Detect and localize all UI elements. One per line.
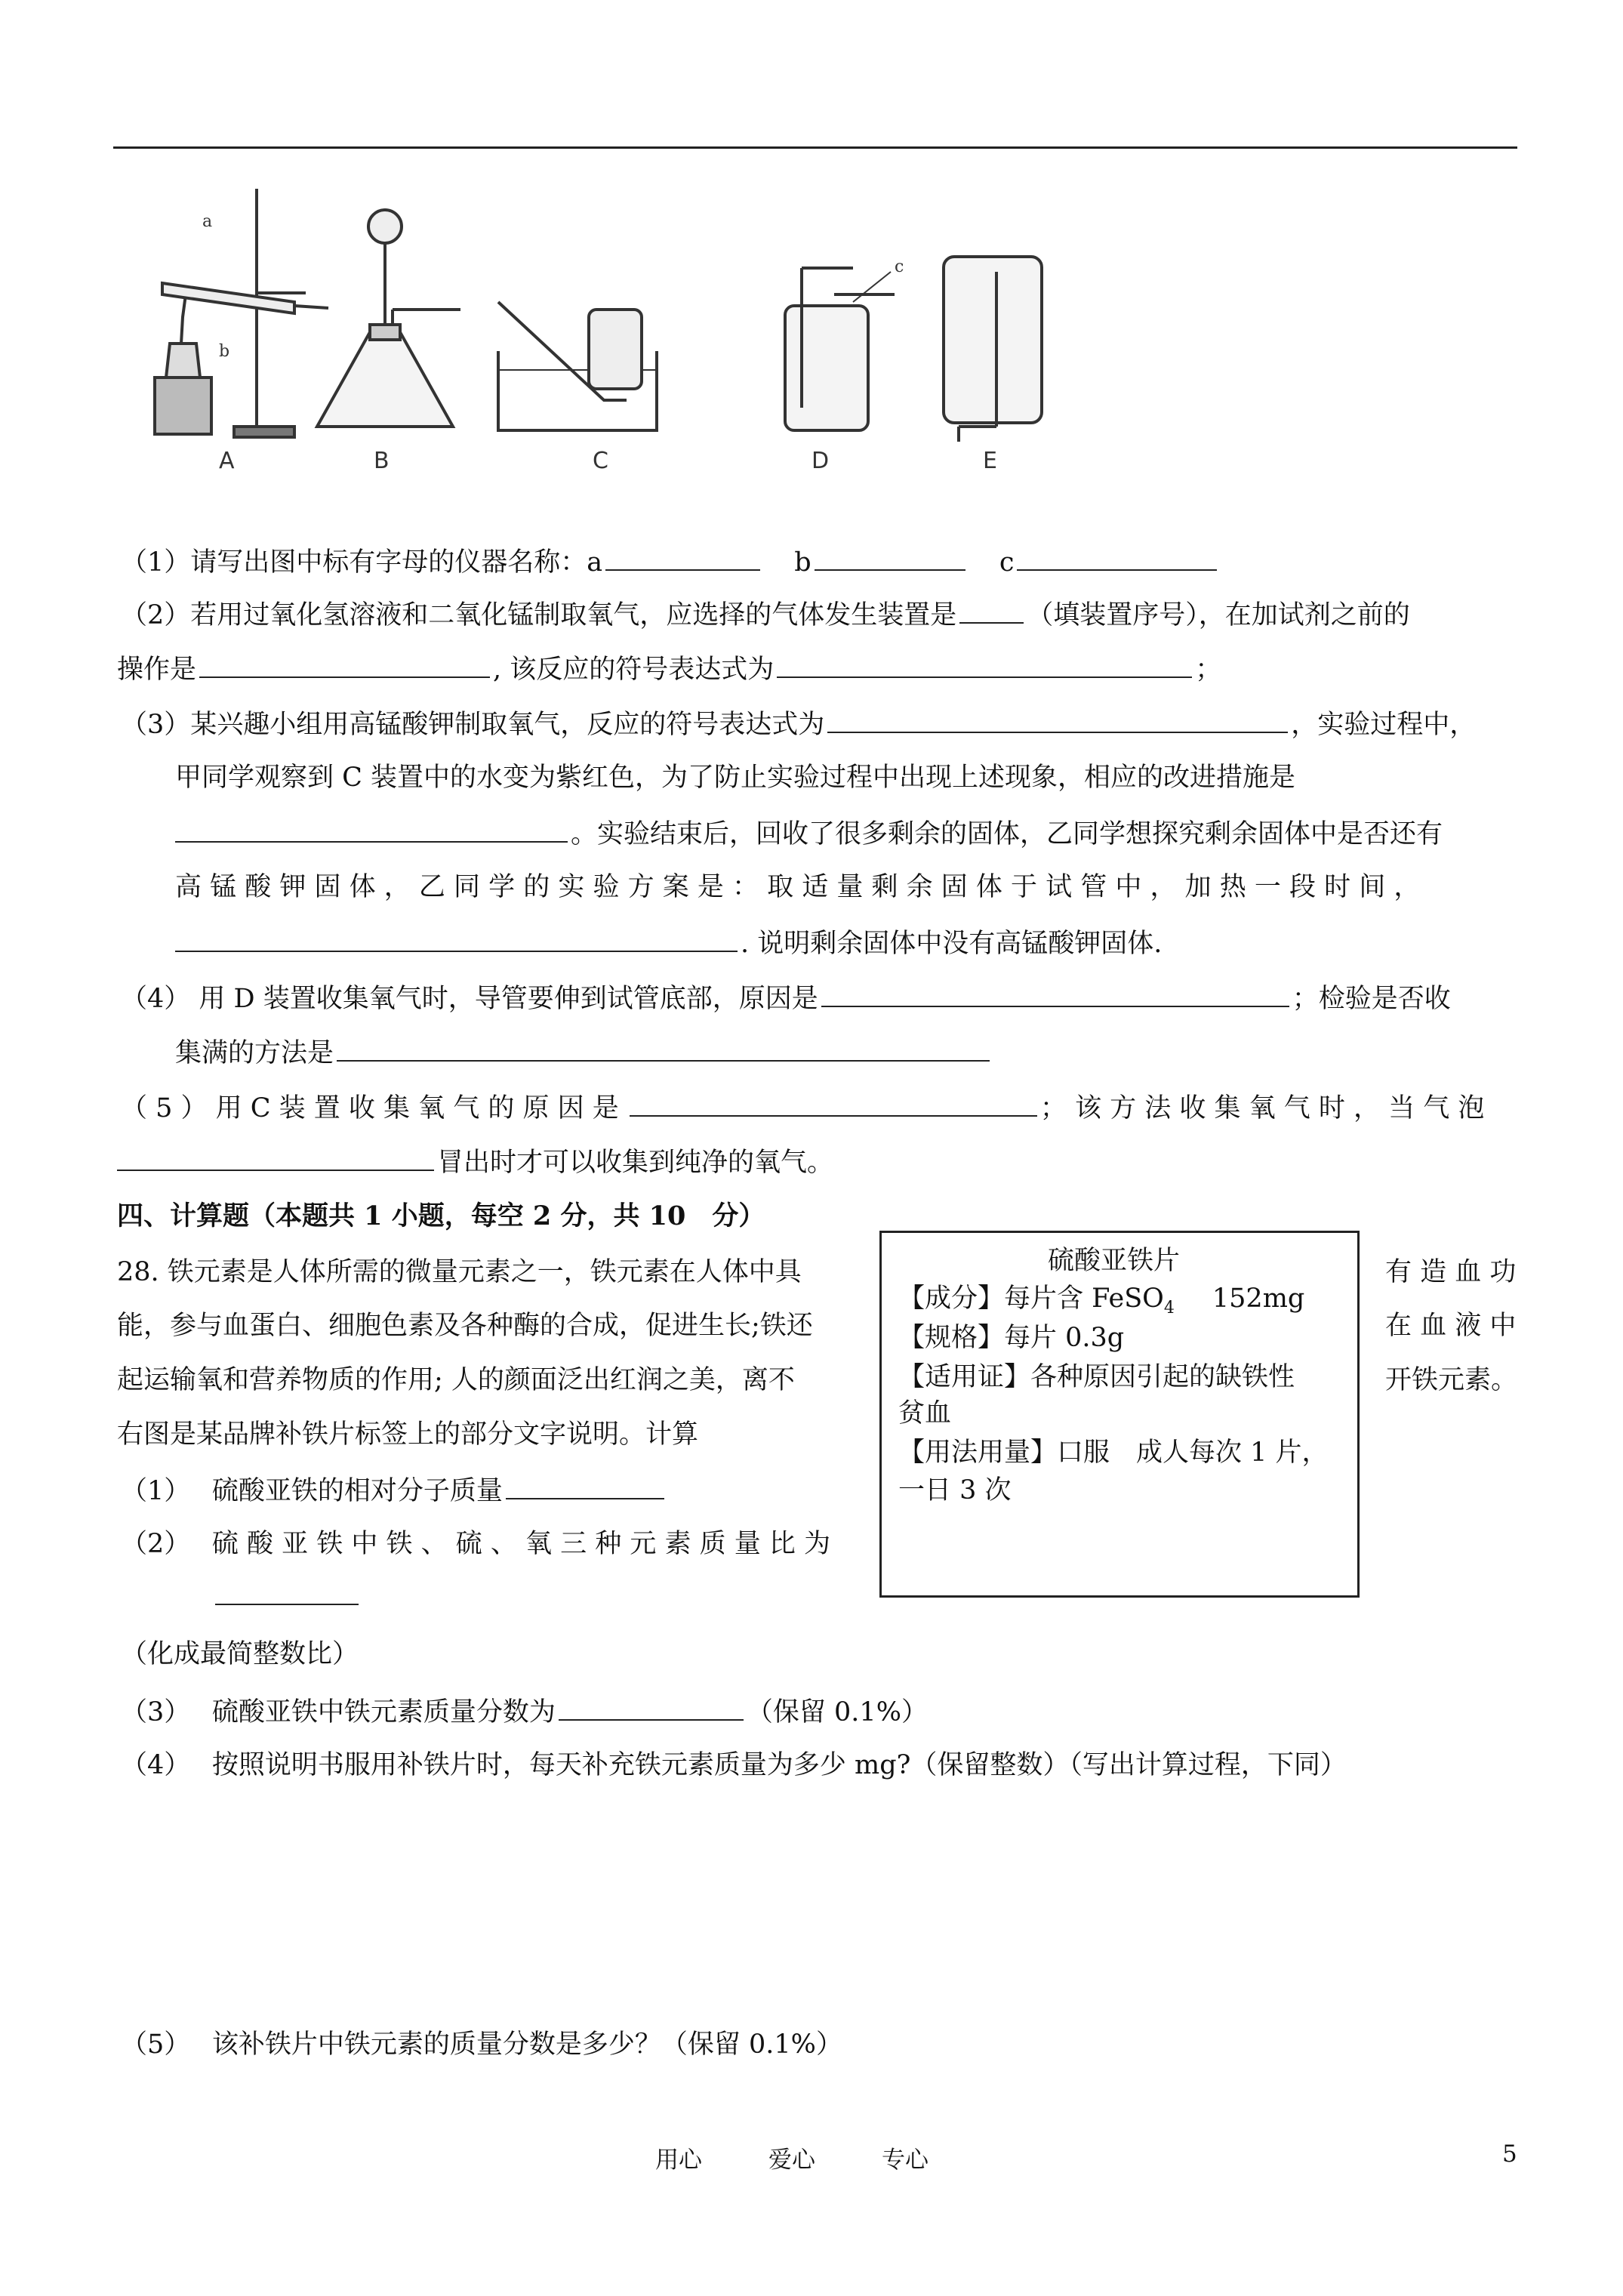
label-B: B [374, 448, 390, 474]
apparatus-D [785, 268, 895, 430]
q28-s2-blank[interactable] [215, 1578, 359, 1605]
q5-text-2: 冒出时才可以收集到纯净的氧气。 [437, 1148, 834, 1178]
q28-s3-blank[interactable] [559, 1693, 744, 1721]
q28-line1: 28. 铁元素是人体所需的微量元素之一，铁元素在人体中具 [117, 1257, 802, 1287]
q5-line1 [121, 1089, 1484, 1126]
q3-line5 [175, 925, 1162, 961]
q2-blank-operation[interactable] [199, 651, 490, 678]
q4-line2 [175, 1034, 993, 1071]
label-dosage-2: 一日 3 次 [898, 1475, 1012, 1505]
q5-text-1a: （ 5 ） 用 C 装 置 收 集 氧 气 的 原 因 是 [121, 1093, 619, 1123]
label-title: 硫酸亚铁片 [1048, 1246, 1181, 1276]
q1-b-label: b [794, 547, 812, 578]
q1-blank-b[interactable] [815, 544, 965, 571]
apparatus-C [498, 302, 657, 430]
q28-line2: 能，参与血蛋白、细胞色素及各种酶的合成，促进生长;铁还 [117, 1311, 813, 1341]
q3-line2: 甲同学观察到 C 装置中的水变为紫红色，为了防止实验过程中出现上述现象，相应的改进措施是 [175, 763, 1296, 793]
label-C: C [593, 448, 608, 474]
q4-text-2: 集满的方法是 [175, 1038, 334, 1068]
footer-item-3: 专心 [882, 2147, 929, 2174]
q28-s1-text: （1） 硫酸亚铁的相对分子质量 [121, 1476, 503, 1506]
q28-s2b: （化成最简整数比） [121, 1639, 359, 1669]
q28-s1-blank[interactable] [506, 1472, 664, 1499]
q3-blank-plan[interactable] [175, 925, 738, 952]
apparatus-figure [143, 181, 1087, 483]
apparatus-E [944, 257, 1042, 442]
q4-text-1a: （4） 用 D 装置收集氧气时，导管要伸到试管底部，原因是 [121, 984, 818, 1014]
q28-line2-right: 在 血 液 中 [1385, 1311, 1517, 1341]
product-label-box [879, 1231, 1360, 1598]
q3-line1 [121, 706, 1476, 742]
q4-line1 [121, 980, 1451, 1016]
q4-blank-method[interactable] [337, 1034, 990, 1062]
q2-text-1a: （2）若用过氧化氢溶液和二氧化锰制取氧气，应选择的气体发生装置是 [121, 600, 957, 630]
q28-s3 [121, 1693, 928, 1730]
q4-text-1b: ；检验是否收 [1292, 984, 1451, 1014]
q28-s5: （5） 该补铁片中铁元素的质量分数是多少？（保留 0.1%） [121, 2029, 842, 2060]
q5-line2 [117, 1144, 833, 1180]
marker-c: c [895, 257, 904, 276]
q1-c-label: c [999, 547, 1015, 578]
q3-blank-equation[interactable] [827, 706, 1288, 733]
q5-blank-bubbles[interactable] [117, 1144, 434, 1171]
q2-blank-equation[interactable] [777, 651, 1192, 678]
label-ingredient-sub: 4 [1163, 1299, 1175, 1318]
q2-line2 [117, 651, 1221, 687]
q3-text-1b: ，实验过程中， [1291, 710, 1477, 740]
label-ingredient [898, 1281, 1304, 1326]
q4-blank-reason[interactable] [821, 980, 1289, 1007]
q3-text-3: 。实验结束后，回收了很多剩余的固体，乙同学想探究剩余固体中是否还有 [571, 819, 1443, 849]
q1-text: （1）请写出图中标有字母的仪器名称：a [121, 547, 603, 578]
q5-text-1b: ； 该 方 法 收 集 氧 气 时 ， 当 气 泡 [1039, 1093, 1485, 1123]
label-spec: 【规格】每片 0.3g [898, 1323, 1125, 1353]
q3-text-5: . 说明剩余固体中没有高锰酸钾固体. [741, 929, 1163, 959]
q28-s2-blank-line [215, 1578, 362, 1614]
q3-line4: 高 锰 酸 钾 固 体 ， 乙 同 学 的 实 验 方 案 是 ： 取 适 量 剩 余 固 体 于 试 管 中 ， 加 热 一 段 时 间 ， [175, 872, 1421, 902]
q3-line3 [175, 815, 1443, 852]
page-number: 5 [1502, 2140, 1517, 2168]
q28-line1-right: 有 造 血 功 [1385, 1257, 1517, 1287]
q2-text-2b: , 该反应的符号表达式为 [493, 655, 775, 685]
q28-line3-right: 开铁元素。 [1385, 1365, 1518, 1395]
q28-s4: （4） 按照说明书服用补铁片时，每天补充铁元素质量为多少 mg?（保留整数）（写出计算过程，下同） [121, 1750, 1347, 1780]
q2-text-2c: ； [1195, 655, 1222, 685]
q1-line [121, 544, 1220, 580]
q28-s3-text: （3） 硫酸亚铁中铁元素质量分数为 [121, 1697, 556, 1727]
label-ingredient-mass: 152mg [1212, 1284, 1305, 1314]
q28-line3: 起运输氧和营养物质的作用; 人的颜面泛出红润之美，离不 [117, 1365, 795, 1395]
label-indication: 【适用证】各种原因引起的缺铁性 [898, 1362, 1295, 1392]
footer-item-1: 用心 [655, 2147, 702, 2174]
label-E: E [983, 448, 997, 474]
q2-text-1b: （填装置序号），在加试剂之前的 [1027, 600, 1410, 630]
label-dosage: 【用法用量】口服 成人每次 1 片， [898, 1438, 1329, 1468]
q28-s3-note: （保留 0.1%） [746, 1697, 928, 1727]
label-D: D [812, 448, 830, 474]
q2-blank-device[interactable] [959, 596, 1024, 624]
q28-s2: （2） 硫 酸 亚 铁 中 铁 、 硫 、 氧 三 种 元 素 质 量 比 为 [121, 1529, 831, 1559]
apparatus-A [155, 189, 328, 437]
q5-blank-reason[interactable] [630, 1089, 1037, 1117]
label-ingredient-text: 【成分】每片含 FeSO [898, 1284, 1164, 1314]
q2-line1 [121, 596, 1410, 633]
q3-blank-improve[interactable] [175, 815, 568, 843]
marker-a: a [202, 212, 213, 231]
marker-b: b [219, 342, 230, 361]
q28-s1 [121, 1472, 667, 1509]
q1-blank-c[interactable] [1017, 544, 1217, 571]
label-indication-2: 贫血 [898, 1398, 952, 1428]
label-A: A [219, 448, 235, 474]
q28-line4: 右图是某品牌补铁片标签上的部分文字说明。计算 [117, 1419, 699, 1450]
section-title: 四、计算题（本题共 1 小题，每空 2 分，共 10 分） [117, 1200, 765, 1231]
q2-text-2a: 操作是 [117, 655, 197, 685]
apparatus-B [317, 210, 460, 427]
header-rule [113, 146, 1517, 149]
q1-blank-a[interactable] [605, 544, 760, 571]
footer-item-2: 爱心 [768, 2147, 815, 2174]
q3-text-1a: （3）某兴趣小组用高锰酸钾制取氧气，反应的符号表达式为 [121, 710, 825, 740]
